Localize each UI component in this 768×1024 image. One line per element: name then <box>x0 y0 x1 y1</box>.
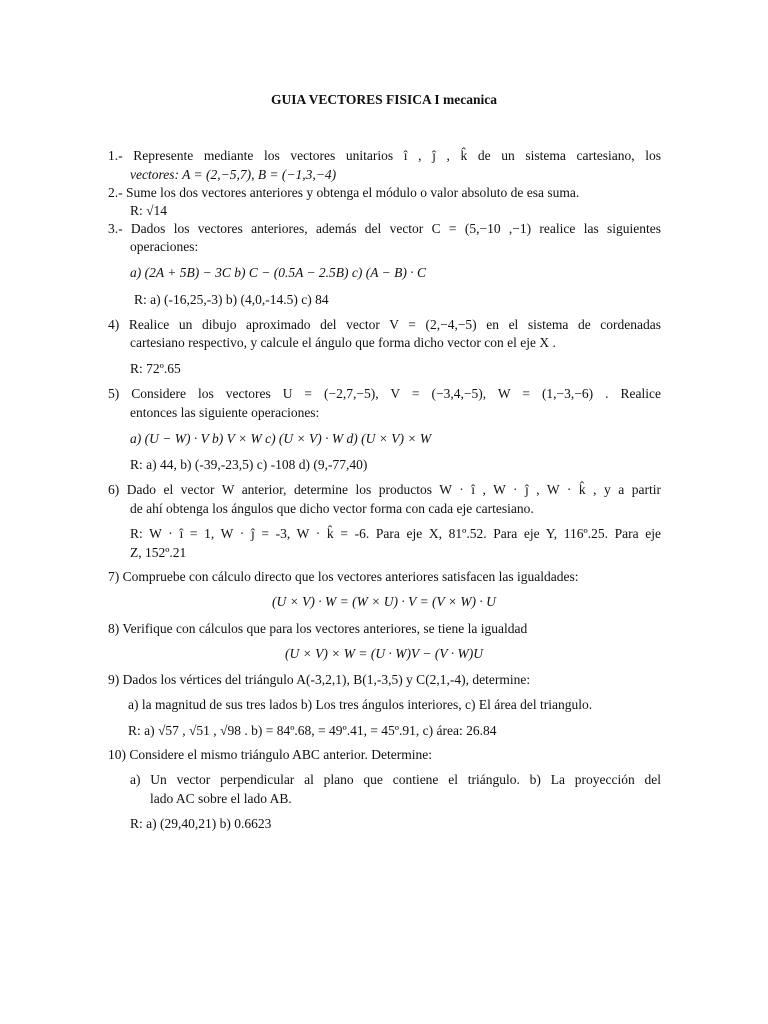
problem-2-line: 2.- Sume los dos vectores anteriores y obtenga el módulo o valor absoluto de esa suma. <box>108 185 580 200</box>
problem-5-answer: R: a) 44, b) (-39,-23,5) c) -108 d) (9,-77,40) <box>130 457 368 472</box>
problem-9-line: 9) Dados los vértices del triángulo A(-3,2,1), B(1,-3,5) y C(2,1,-4), determine: <box>108 672 531 687</box>
problem-5-line-2: entonces las siguiente operaciones: <box>130 405 320 420</box>
problem-6-answer-line-2: Z, 152º.21 <box>130 545 187 560</box>
problem-6-answer-line-1: R: W · î = 1, W · ĵ = -3, W · k̂ = -6. Para eje X, 81º.52. Para eje Y, 116º.25. Para eje <box>130 526 661 541</box>
problem-1-line-1: 1.- Represente mediante los vectores unitarios î , ĵ , k̂ de un sistema cartesiano, los <box>108 148 661 163</box>
problem-5-line-1: 5) Considere los vectores U = (−2,7,−5), V = (−3,4,−5), W = (1,−3,−6) . Realice <box>108 386 661 401</box>
problem-4-line-1: 4) Realice un dibujo aproximado del vector V = (2,−4,−5) en el sistema de cordenadas <box>108 317 661 332</box>
problem-3-answer: R: a) (-16,25,-3) b) (4,0,-14.5) c) 84 <box>134 292 329 307</box>
problem-10-answer: R: a) (29,40,21) b) 0.6623 <box>130 816 272 831</box>
problem-8-line: 8) Verifique con cálculos que para los vectores anteriores, se tiene la igualdad <box>108 621 528 636</box>
problem-5-operations: a) (U − W) · V b) V × W c) (U × V) · W d) (U × V) × W <box>130 431 432 446</box>
problem-7-identity: (U × V) · W = (W × U) · V = (V × W) · U <box>272 594 496 609</box>
problem-3-line-2: operaciones: <box>130 239 199 254</box>
problem-6-line-2: de ahí obtenga los ángulos que dicho vector forma con cada eje cartesiano. <box>130 501 534 516</box>
problem-4-line-2: cartesiano respectivo, y calcule el ángulo que forma dicho vector con el eje X . <box>130 335 556 350</box>
problem-3-line-1: 3.- Dados los vectores anteriores, además del vector C = (5,−10 ,−1) realice las siguientes <box>108 221 661 236</box>
problem-2-answer: R: √14 <box>130 203 168 218</box>
problem-10-part-line-1: a) Un vector perpendicular al plano que contiene el triángulo. b) La proyección del <box>130 772 661 787</box>
problem-6-line-1: 6) Dado el vector W anterior, determine los productos W · î , W · ĵ , W · k̂ , y a partir <box>108 482 661 497</box>
problem-10-line: 10) Considere el mismo triángulo ABC anterior. Determine: <box>108 747 432 762</box>
problem-1-line-2: vectores: A = (2,−5,7), B = (−1,3,−4) <box>130 167 337 182</box>
problem-9-answer: R: a) √57 , √51 , √98 . b) = 84º.68, = 49º.41, = 45º.91, c) área: 26.84 <box>128 723 497 738</box>
problem-9-parts: a) la magnitud de sus tres lados b) Los tres ángulos interiores, c) El área del triangulo. <box>128 697 593 712</box>
problem-8-identity: (U × V) × W = (U · W)V − (V · W)U <box>285 646 483 661</box>
problem-7-line: 7) Compruebe con cálculo directo que los vectores anteriores satisfacen las igualdades: <box>108 569 579 584</box>
page-title: GUIA VECTORES FISICA I mecanica <box>270 92 498 107</box>
problem-10-part-line-2: lado AC sobre el lado AB. <box>150 791 292 806</box>
problem-3-operations: a) (2A + 5B) − 3C b) C − (0.5A − 2.5B) c) (A − B) · C <box>130 265 427 280</box>
problem-4-answer: R: 72º.65 <box>130 361 181 376</box>
